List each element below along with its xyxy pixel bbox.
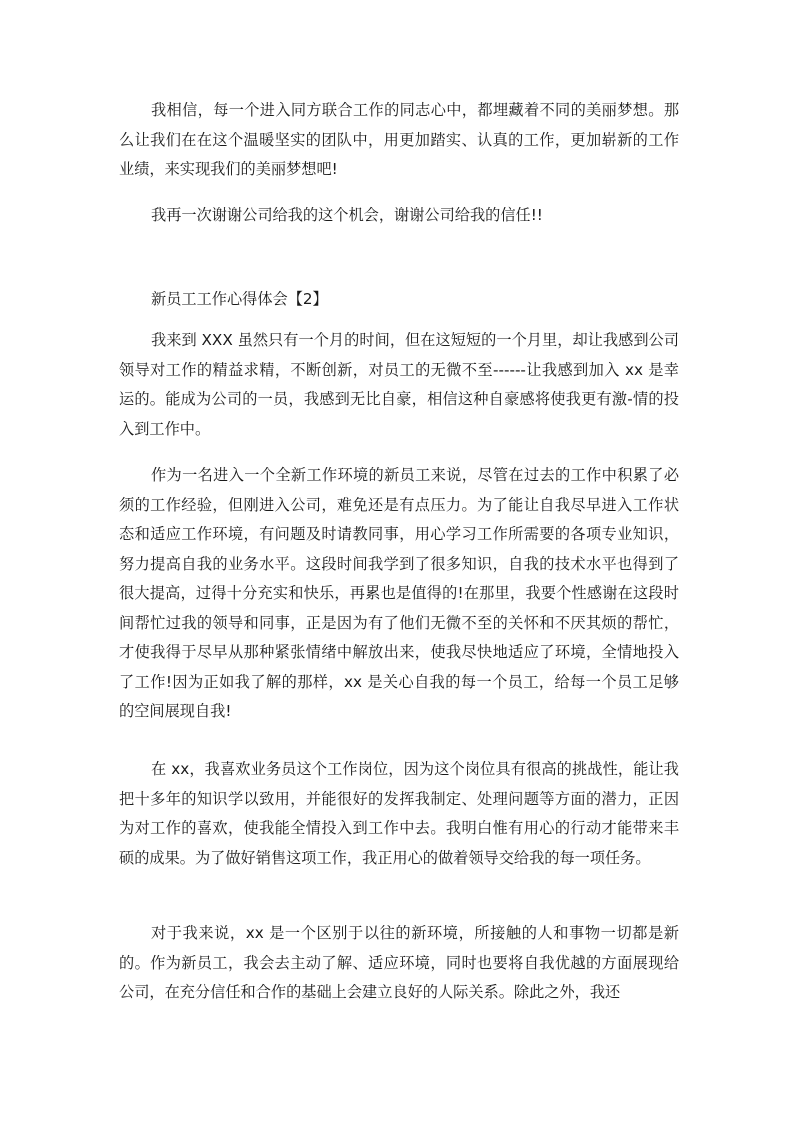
paragraph-relationships: 对于我来说，xx 是一个区别于以往的新环境，所接触的人和事物一切都是新的。作为新员工，我会去主动了解、适应环境，同时也要将自我优越的方面展现给公司，在充分信任和合作的基础上会建立良好的人际关系。除此之外，我还 xyxy=(119,924,679,1001)
section-heading: 新员工工作心得体会【2】 xyxy=(151,290,328,308)
paragraph-thanks: 我再一次谢谢公司给我的这个机会，谢谢公司给我的信任!! xyxy=(151,206,543,224)
paragraph-salesperson: 在 xx，我喜欢业务员这个工作岗位，因为这个岗位具有很高的挑战性，能让我把十多年的知识学以致用，并能很好的发挥我制定、处理问题等方面的潜力，正因为对工作的喜欢，使我能全情投入到工作中去。我明白惟有用心的行动才能带来丰硕的成果。为了做好销售这项工作，我正用心的做着领导交给我的每一项任务。 xyxy=(119,760,679,867)
paragraph-one-month: 我来到 XXX 虽然只有一个月的时间，但在这短短的一个月里，却让我感到公司领导对工作的精益求精，不断创新，对员工的无微不至------让我感到加入 xx 是幸运的。能成为公司的一员，我感到无比自豪，相信这种自豪感将使我更有激-情的投入到工作中。 xyxy=(119,331,679,438)
paragraph-belief: 我相信，每一个进入同方联合工作的同志心中，都埋藏着不同的美丽梦想。那么让我们在在这个温暖坚实的团队中，用更加踏实、认真的工作，更加崭新的工作业绩，来实现我们的美丽梦想吧! xyxy=(119,101,679,178)
paragraph-new-environment: 作为一名进入一个全新工作环境的新员工来说，尽管在过去的工作中积累了必须的工作经验，但刚进入公司，难免还是有点压力。为了能让自我尽早进入工作状态和适应工作环境，有问题及时请教同事，用心学习工作所需要的各项专业知识，努力提高自我的业务水平。这段时间我学到了很多知识，自我的技术水平也得到了很大提高，过得十分充实和快乐，再累也是值得的!在那里，我要个性感谢在这段时间帮忙过我的领导和同事，正是因为有了他们无微不至的关怀和不厌其烦的帮忙，才使我得于尽早从那种紧张情绪中解放出来，使我尽快地适应了环境，全情地投入了工作!因为正如我了解的那样，xx 是关心自我的每一个员工，给每一个员工足够的空间展现自我! xyxy=(119,466,679,720)
